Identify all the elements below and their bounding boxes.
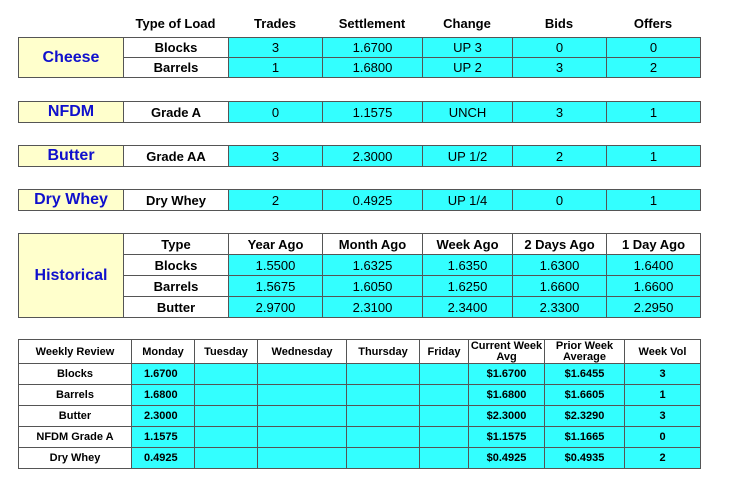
wk-current-avg: $0.4925	[469, 448, 545, 469]
wk-prior-avg: $1.6605	[545, 385, 625, 406]
wk-current-avg: $2.3000	[469, 406, 545, 427]
hist-cell: 1.6325	[323, 255, 423, 276]
cheese-blocks-bids: 0	[513, 38, 607, 58]
hist-col-1-day-ago: 1 Day Ago	[607, 234, 701, 255]
historical-table	[18, 233, 701, 318]
wk-friday	[420, 385, 469, 406]
wk-wednesday	[258, 448, 347, 469]
hist-cell: 1.5500	[229, 255, 323, 276]
wk-row-label: NFDM Grade A	[19, 427, 132, 448]
historical-label: Historical	[19, 234, 124, 318]
wk-friday	[420, 406, 469, 427]
whey-table	[18, 189, 701, 211]
wk-col-thursday: Thursday	[347, 340, 420, 364]
cheese-blocks-settlement: 1.6700	[323, 38, 423, 58]
butter-trades: 3	[229, 146, 323, 167]
hist-col-month-ago: Month Ago	[323, 234, 423, 255]
nfdm-trades: 0	[229, 102, 323, 123]
weekly-review-table	[18, 339, 701, 469]
wk-thursday	[347, 448, 420, 469]
cheese-blocks-trades: 3	[229, 38, 323, 58]
col-settlement: Settlement	[338, 15, 406, 31]
wk-tuesday	[195, 385, 258, 406]
hist-cell: 2.3100	[323, 297, 423, 318]
cheese-barrels-change: UP 2	[423, 58, 513, 78]
wk-col-tuesday: Tuesday	[195, 340, 258, 364]
nfdm-change: UNCH	[423, 102, 513, 123]
hist-row-label: Butter	[124, 297, 229, 318]
hist-cell: 1.6400	[607, 255, 701, 276]
whey-label: Dry Whey	[19, 190, 124, 211]
wk-wednesday	[258, 427, 347, 448]
cheese-barrels-type: Barrels	[124, 58, 229, 78]
wk-current-avg: $1.6700	[469, 364, 545, 385]
cheese-barrels-bids: 3	[513, 58, 607, 78]
hist-cell: 2.9700	[229, 297, 323, 318]
hist-cell: 1.6050	[323, 276, 423, 297]
hist-cell: 1.6350	[423, 255, 513, 276]
col-bids: Bids	[544, 15, 574, 31]
hist-cell: 1.6300	[513, 255, 607, 276]
wk-friday	[420, 427, 469, 448]
main-header	[18, 13, 700, 33]
whey-settlement: 0.4925	[323, 190, 423, 211]
wk-tuesday	[195, 448, 258, 469]
whey-change: UP 1/4	[423, 190, 513, 211]
cheese-barrels-offers: 2	[607, 58, 701, 78]
hist-row-label: Blocks	[124, 255, 229, 276]
nfdm-type: Grade A	[124, 102, 229, 123]
whey-offers: 1	[607, 190, 701, 211]
hist-row-label: Barrels	[124, 276, 229, 297]
col-offers: Offers	[633, 15, 673, 31]
hist-cell: 2.3300	[513, 297, 607, 318]
wk-volume: 3	[625, 406, 701, 427]
col-trades: Trades	[254, 15, 296, 31]
wk-tuesday	[195, 406, 258, 427]
nfdm-offers: 1	[607, 102, 701, 123]
butter-table	[18, 145, 701, 167]
wk-prior-avg: $2.3290	[545, 406, 625, 427]
wk-row-label: Barrels	[19, 385, 132, 406]
wk-row-label: Butter	[19, 406, 132, 427]
wk-row-label: Dry Whey	[19, 448, 132, 469]
wk-prior-avg: $1.1665	[545, 427, 625, 448]
cheese-blocks-offers: 0	[607, 38, 701, 58]
wk-thursday	[347, 427, 420, 448]
whey-bids: 0	[513, 190, 607, 211]
wk-tuesday	[195, 427, 258, 448]
cheese-blocks-change: UP 3	[423, 38, 513, 58]
butter-bids: 2	[513, 146, 607, 167]
hist-cell: 1.5675	[229, 276, 323, 297]
wk-monday: 1.6700	[132, 364, 195, 385]
hist-col-2-days-ago: 2 Days Ago	[513, 234, 607, 255]
wk-volume: 0	[625, 427, 701, 448]
cheese-blocks-type: Blocks	[124, 38, 229, 58]
hist-col-week-ago: Week Ago	[423, 234, 513, 255]
hist-cell: 2.3400	[423, 297, 513, 318]
cheese-barrels-trades: 1	[229, 58, 323, 78]
wk-wednesday	[258, 364, 347, 385]
wk-monday: 0.4925	[132, 448, 195, 469]
butter-offers: 1	[607, 146, 701, 167]
wk-col-monday: Monday	[132, 340, 195, 364]
wk-friday	[420, 448, 469, 469]
wk-col-current-week-avg: Current Week Avg	[469, 340, 545, 364]
hist-cell: 1.6250	[423, 276, 513, 297]
hist-col-year-ago: Year Ago	[229, 234, 323, 255]
butter-change: UP 1/2	[423, 146, 513, 167]
wk-volume: 2	[625, 448, 701, 469]
wk-col-weekly-review: Weekly Review	[19, 340, 132, 364]
cheese-table	[18, 37, 701, 78]
wk-volume: 1	[625, 385, 701, 406]
wk-wednesday	[258, 406, 347, 427]
wk-col-wednesday: Wednesday	[258, 340, 347, 364]
wk-row-label: Blocks	[19, 364, 132, 385]
wk-thursday	[347, 364, 420, 385]
nfdm-settlement: 1.1575	[323, 102, 423, 123]
butter-settlement: 2.3000	[323, 146, 423, 167]
butter-label: Butter	[19, 146, 124, 167]
wk-thursday	[347, 406, 420, 427]
nfdm-label: NFDM	[19, 102, 124, 123]
wk-monday: 1.1575	[132, 427, 195, 448]
butter-type: Grade AA	[124, 146, 229, 167]
whey-trades: 2	[229, 190, 323, 211]
nfdm-table	[18, 101, 701, 123]
wk-prior-avg: $1.6455	[545, 364, 625, 385]
whey-type: Dry Whey	[124, 190, 229, 211]
wk-wednesday	[258, 385, 347, 406]
wk-current-avg: $1.1575	[469, 427, 545, 448]
wk-col-friday: Friday	[420, 340, 469, 364]
hist-cell: 2.2950	[607, 297, 701, 318]
wk-monday: 1.6800	[132, 385, 195, 406]
wk-prior-avg: $0.4935	[545, 448, 625, 469]
wk-friday	[420, 364, 469, 385]
col-change: Change	[443, 15, 491, 31]
hist-cell: 1.6600	[513, 276, 607, 297]
wk-monday: 2.3000	[132, 406, 195, 427]
nfdm-bids: 3	[513, 102, 607, 123]
wk-col-week-vol: Week Vol	[625, 340, 701, 364]
hist-cell: 1.6600	[607, 276, 701, 297]
wk-tuesday	[195, 364, 258, 385]
wk-col-prior-week-average: Prior Week Average	[545, 340, 625, 364]
cheese-barrels-settlement: 1.6800	[323, 58, 423, 78]
wk-thursday	[347, 385, 420, 406]
wk-current-avg: $1.6800	[469, 385, 545, 406]
wk-volume: 3	[625, 364, 701, 385]
col-type-of-load: Type of Load	[135, 15, 216, 31]
cheese-label: Cheese	[19, 38, 124, 78]
hist-col-type: Type	[124, 234, 229, 255]
